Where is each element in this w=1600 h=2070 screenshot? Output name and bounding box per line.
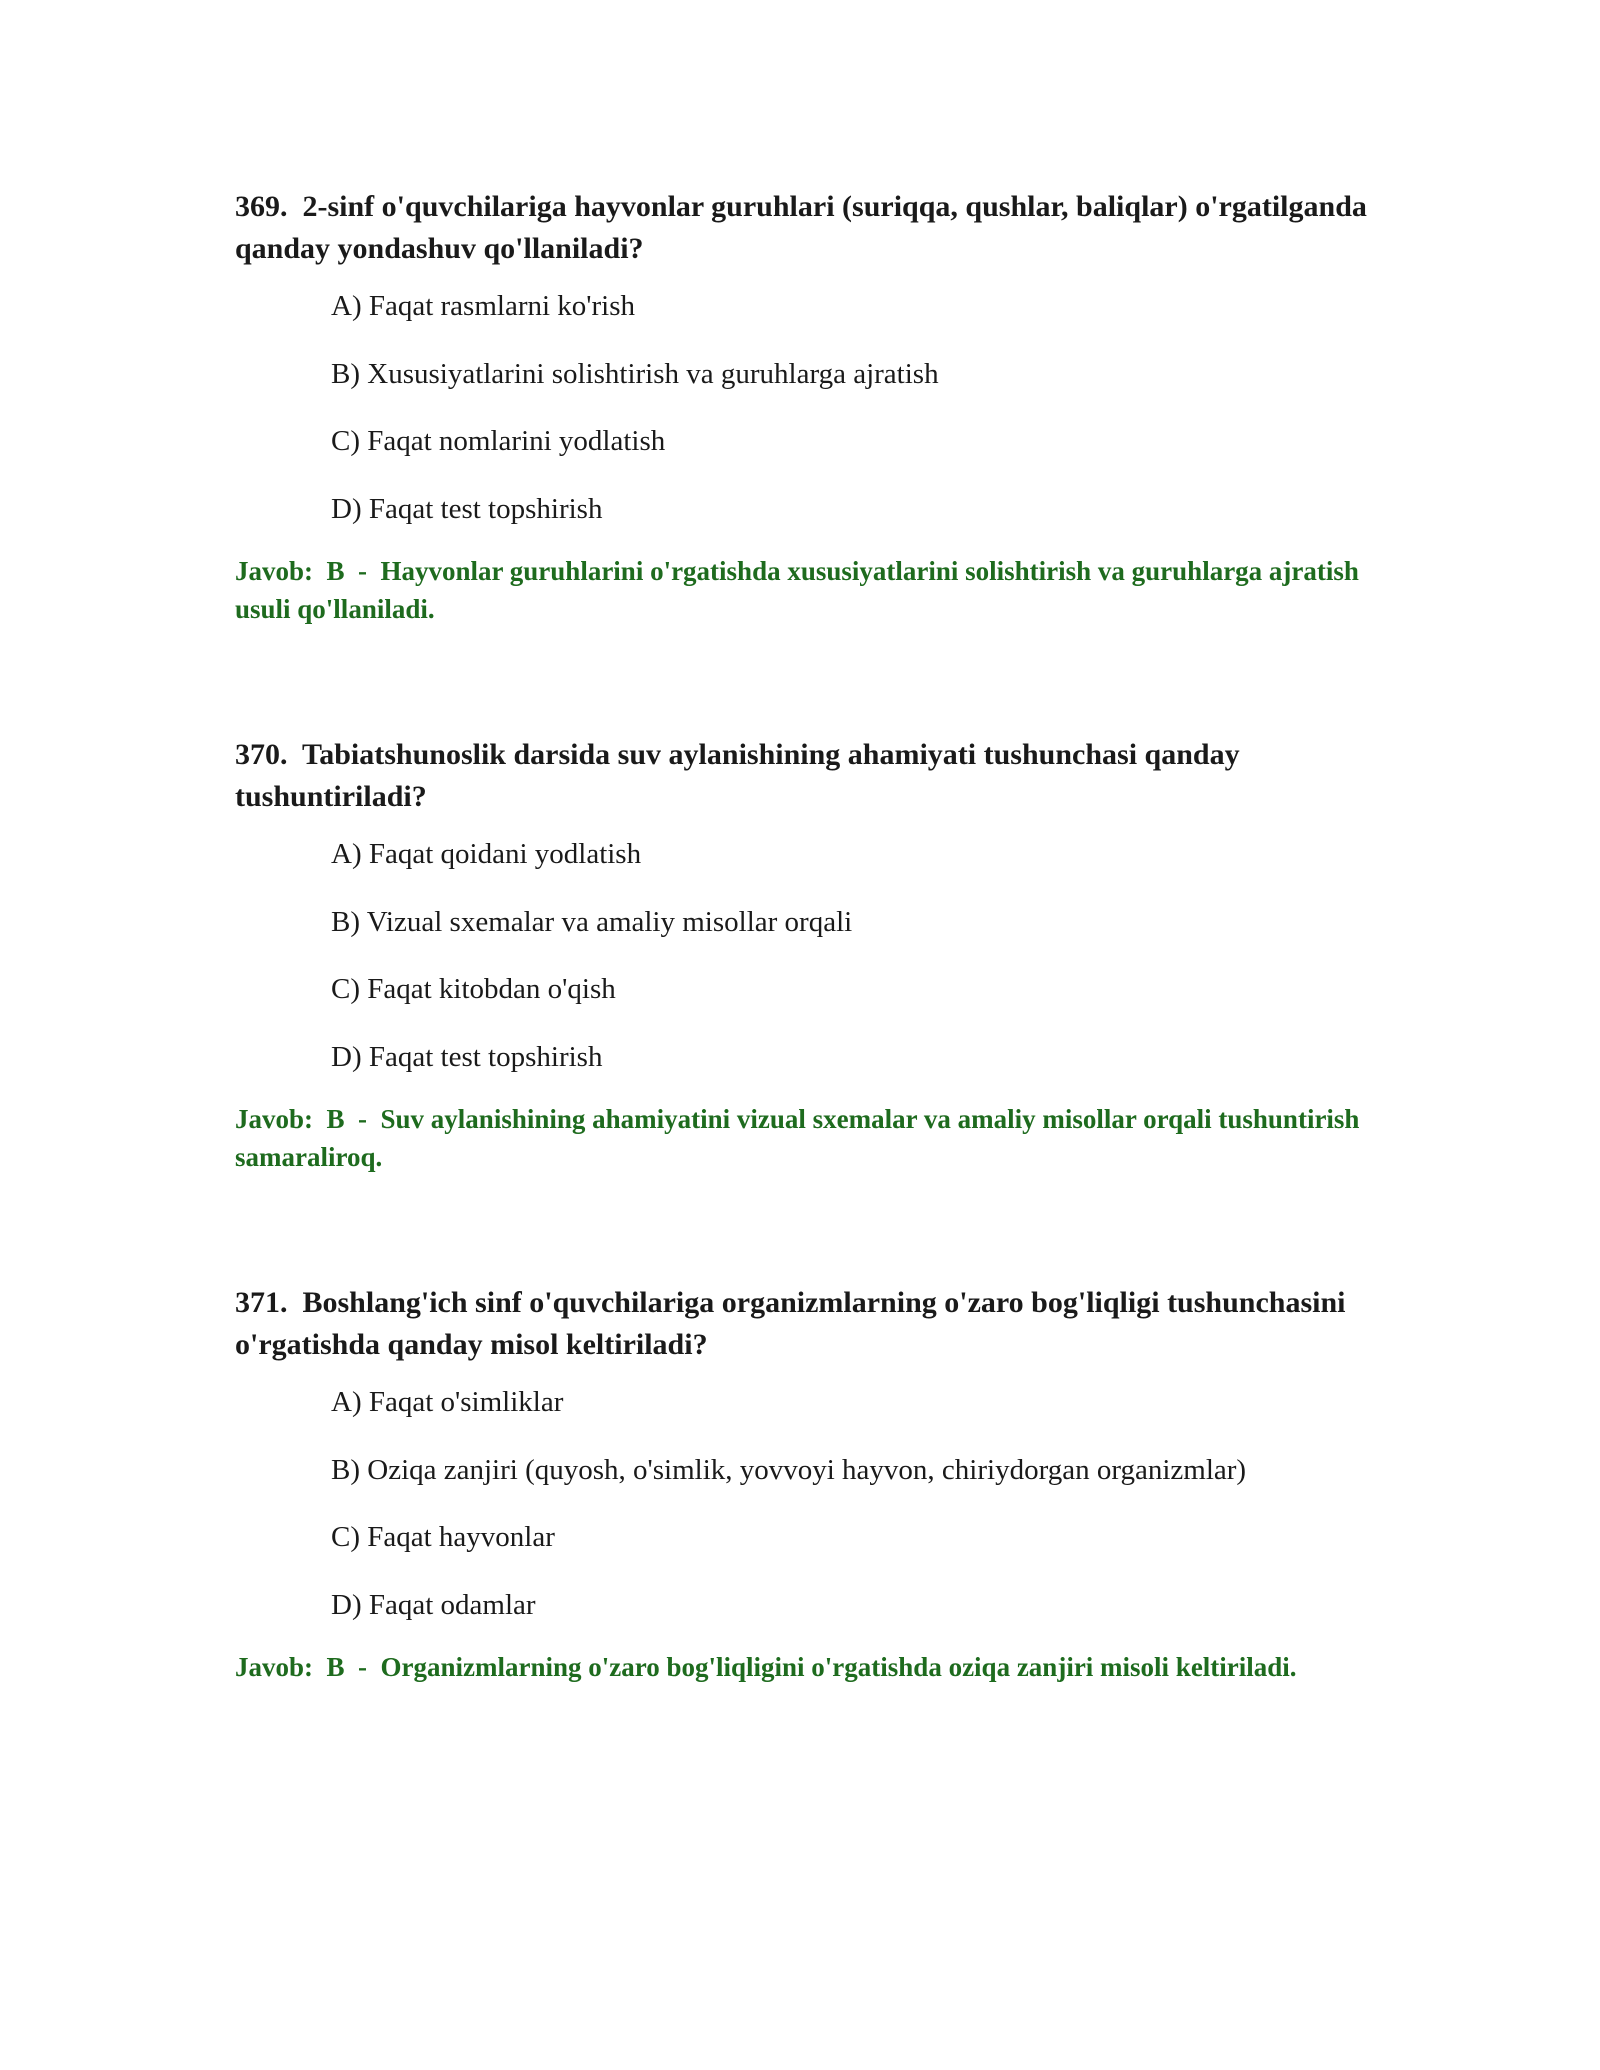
option-a: A) Faqat qoidani yodlatish (331, 838, 642, 870)
question-body: 2-sinf o'quvchilariga hayvonlar guruhlari (suriqqa, qushlar, baliqlar) o'rgatilganda qanday yondashuv qo'llaniladi? (235, 190, 1367, 265)
question-text (235, 186, 1395, 270)
answer-text: Suv aylanishining ahamiyatini vizual sxemalar va amaliy misollar orqali tushuntirish samaraliroq. (235, 1104, 1360, 1172)
option-c: C) Faqat kitobdan o'qish (331, 973, 616, 1005)
option-a: A) Faqat rasmlarni ko'rish (331, 290, 636, 322)
option-b: B) Oziqa zanjiri (quyosh, o'simlik, yovvoyi hayvon, chiriydorgan organizmlar) (331, 1453, 1247, 1486)
question-body: Boshlang'ich sinf o'quvchilariga organizmlarning o'zaro bog'liqligi tushunchasini o'rgatishda qanday misol keltiriladi? (235, 1286, 1346, 1361)
option-b: B) Xususiyatlarini solishtirish va guruhlarga ajratish (331, 357, 939, 390)
question-text (235, 1282, 1395, 1366)
answer-explanation (235, 552, 1395, 628)
question-number: 371. (235, 1286, 288, 1319)
options-list (331, 286, 1395, 529)
question-block-371 (235, 1282, 1395, 1686)
question-number: 369. (235, 190, 288, 223)
question-body: Tabiatshunoslik darsida suv aylanishining ahamiyati tushunchasi qanday tushuntiriladi? (235, 738, 1240, 813)
option-c: C) Faqat hayvonlar (331, 1521, 555, 1553)
option-d: D) Faqat odamlar (331, 1588, 536, 1621)
question-text (235, 734, 1395, 818)
option-c: C) Faqat nomlarini yodlatish (331, 425, 666, 457)
answer-explanation (235, 1100, 1395, 1176)
question-block-369 (235, 186, 1395, 628)
answer-prefix: Javob: B - (235, 1652, 381, 1682)
option-b: B) Vizual sxemalar va amaliy misollar orqali (331, 905, 853, 938)
answer-text: Organizmlarning o'zaro bog'liqligini o'rgatishda oziqa zanjiri misoli keltiriladi. (380, 1652, 1297, 1682)
answer-prefix: Javob: B - (235, 556, 381, 586)
option-d: D) Faqat test topshirish (331, 492, 603, 525)
options-list (331, 834, 1395, 1077)
options-list (331, 1382, 1395, 1625)
question-number: 370. (235, 738, 288, 771)
answer-explanation (235, 1648, 1395, 1686)
question-block-370 (235, 734, 1395, 1176)
option-a: A) Faqat o'simliklar (331, 1386, 564, 1418)
answer-text: Hayvonlar guruhlarini o'rgatishda xususiyatlarini solishtirish va guruhlarga ajratish usuli qo'llaniladi. (235, 556, 1359, 624)
answer-prefix: Javob: B - (235, 1104, 381, 1134)
option-d: D) Faqat test topshirish (331, 1040, 603, 1073)
